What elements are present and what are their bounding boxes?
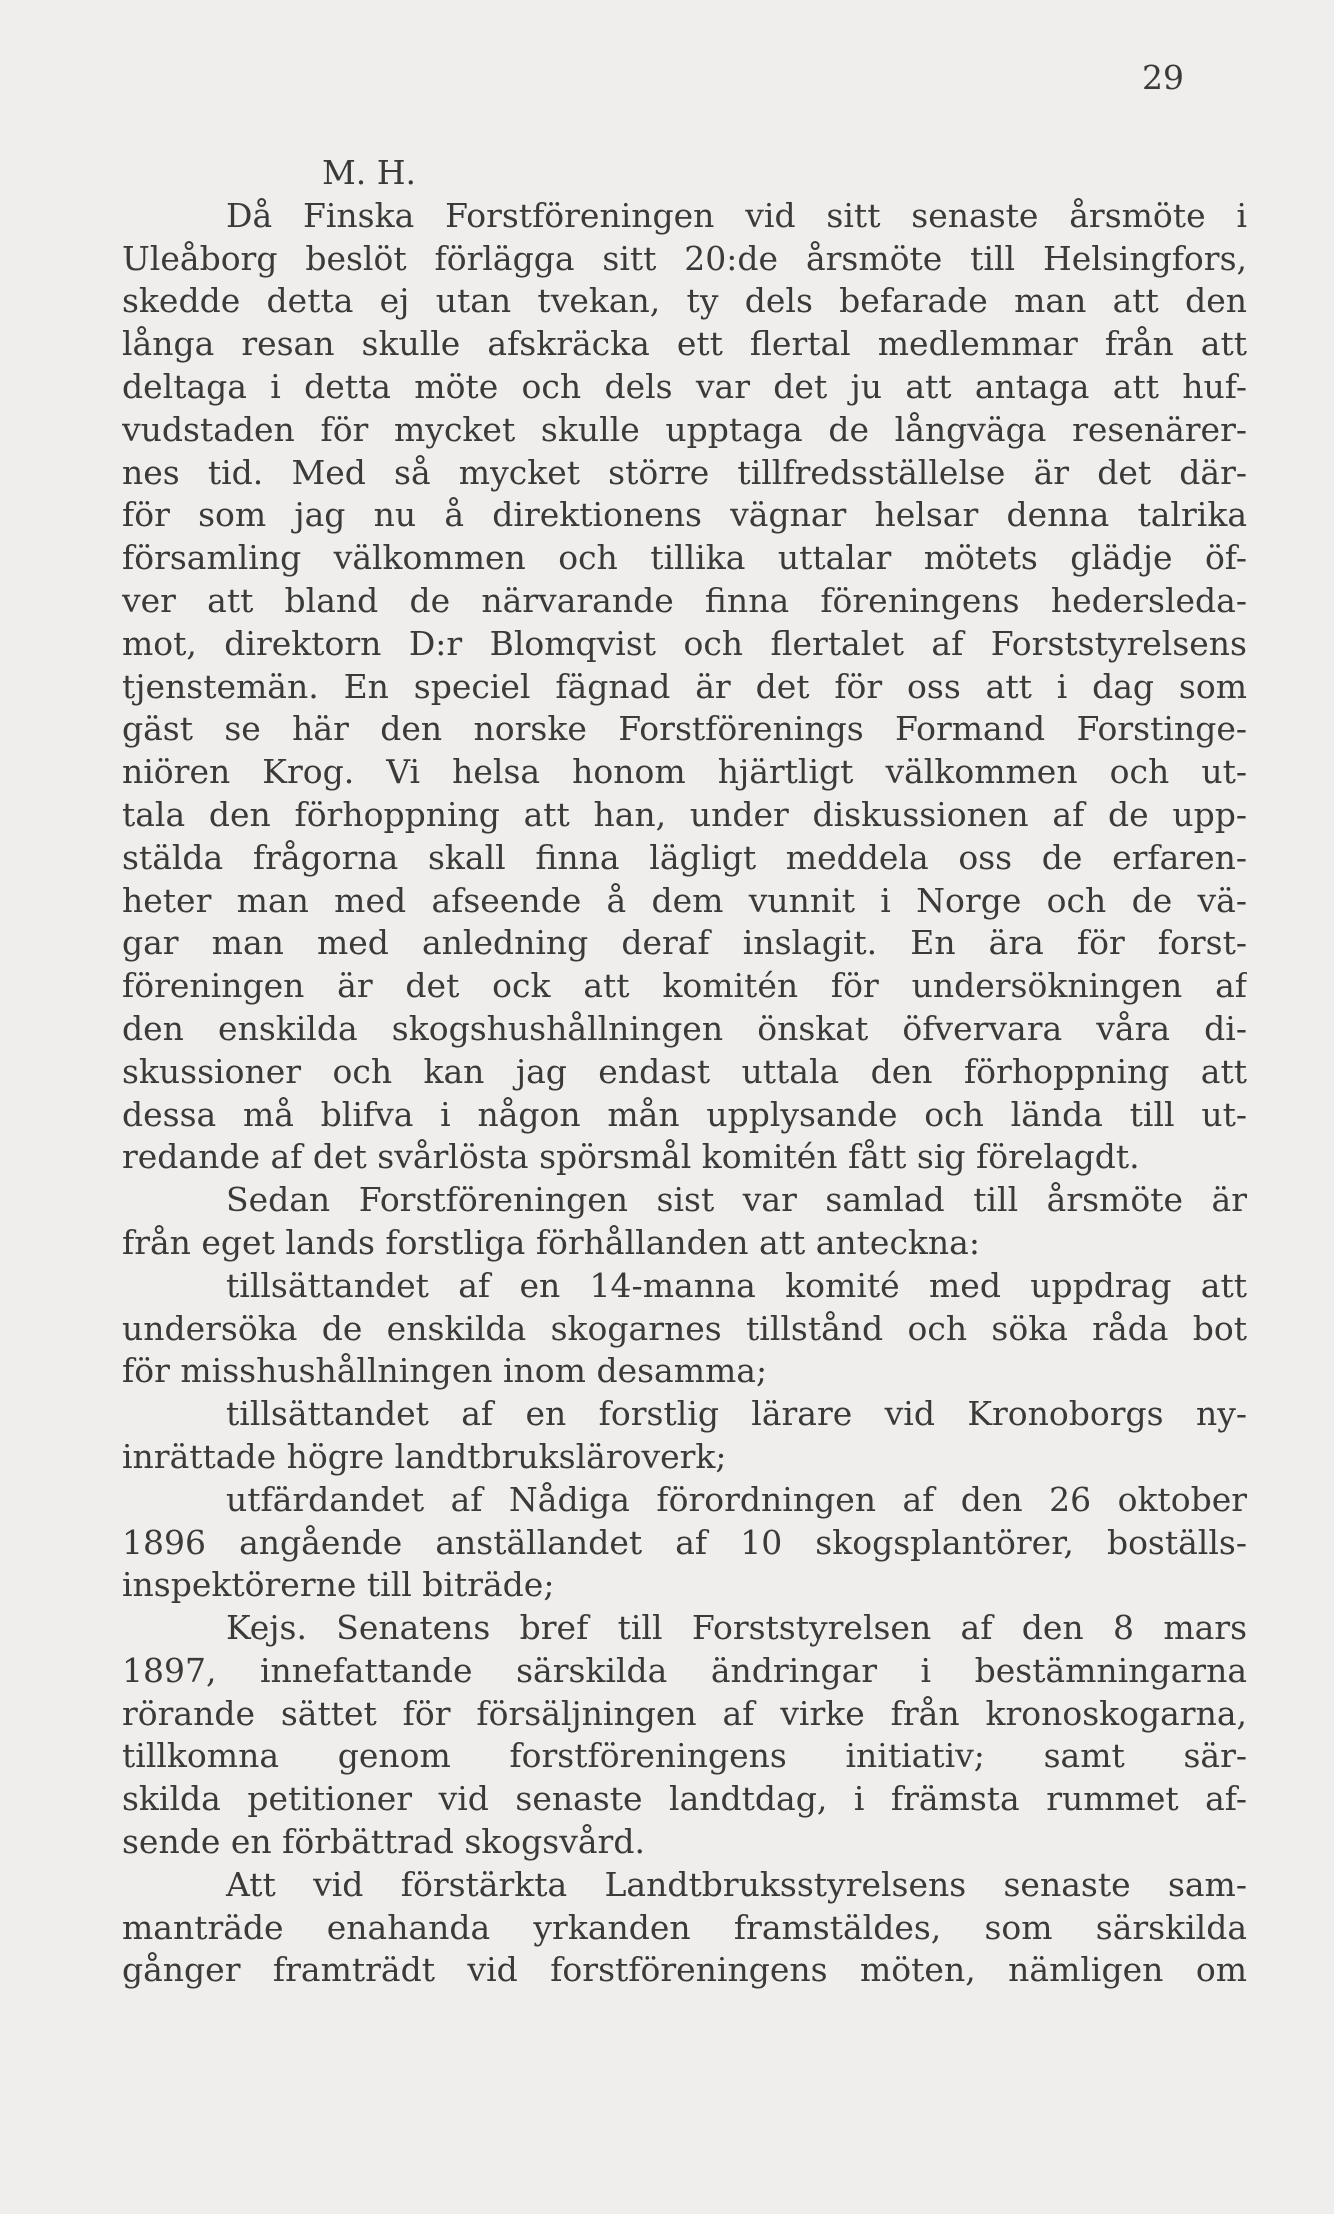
text-line: heter man med afseende å dem vunnit i Norge och de vä- [122, 880, 1247, 920]
text-line: gar man med anledning deraf inslagit. En ära för forst- [122, 923, 1247, 963]
text-line: mot, direktorn D:r Blomqvist och flertalet af Forststyrelsens [122, 623, 1247, 663]
text-line: stälda frågorna skall finna lägligt meddela oss de erfaren- [122, 837, 1247, 877]
text-line: 1897, innefattande särskilda ändringar i bestämningarna [122, 1650, 1247, 1690]
text-line: tillsättandet af en 14-manna komité med uppdrag att [226, 1265, 1247, 1305]
text-line: ver att bland de närvarande finna föreningens hedersleda- [122, 580, 1247, 620]
text-line: deltaga i detta möte och dels var det ju att antaga att huf- [122, 366, 1247, 406]
text-line: Uleåborg beslöt förlägga sitt 20:de årsmöte till Helsingfors, [122, 238, 1247, 278]
text-line: redande af det svårlösta spörsmål komitén fått sig förelagdt. [122, 1137, 1140, 1177]
text-line: 1896 angående anställandet af 10 skogsplantörer, boställs- [122, 1522, 1247, 1562]
text-line: tala den förhoppning att han, under diskussionen af de upp- [122, 794, 1247, 834]
text-line: skussioner och kan jag endast uttala den förhoppning att [122, 1051, 1247, 1091]
text-line: skedde detta ej utan tvekan, ty dels befarade man att den [122, 281, 1247, 321]
text-line: dessa må blifva i någon mån upplysande och lända till ut- [122, 1094, 1247, 1134]
text-line: inrättade högre landtbruksläroverk; [122, 1436, 727, 1476]
text-line: skilda petitioner vid senaste landtdag, i främsta rummet af- [122, 1779, 1247, 1819]
text-line: Kejs. Senatens bref till Forststyrelsen af den 8 mars [226, 1608, 1247, 1648]
text-line: gånger framträdt vid forstföreningens möten, nämligen om [122, 1950, 1247, 1990]
text-line: vudstaden för mycket skulle upptaga de långväga resenärer- [122, 409, 1247, 449]
text-line: för som jag nu å direktionens vägnar helsar denna talrika [122, 495, 1247, 535]
text-line: inspektörerne till biträde; [122, 1565, 555, 1605]
text-line: undersöka de enskilda skogarnes tillstånd och söka råda bot [122, 1308, 1247, 1348]
text-line: tillkomna genom forstföreningens initiativ; samt sär- [122, 1736, 1247, 1776]
text-line: rörande sättet för försäljningen af virke från kronoskogarna, [122, 1693, 1247, 1733]
text-line: manträde enahanda yrkanden framstäldes, som särskilda [122, 1907, 1247, 1947]
section-heading: M. H. [322, 153, 417, 192]
text-line: Sedan Forstföreningen sist var samlad till årsmöte är [226, 1180, 1247, 1220]
text-line: gäst se här den norske Forstförenings Formand Forstinge- [122, 709, 1247, 749]
text-line: tillsättandet af en forstlig lärare vid Kronoborgs ny- [226, 1394, 1247, 1434]
text-line: föreningen är det ock att komitén för undersökningen af [122, 966, 1247, 1006]
body-text [122, 152, 1247, 1992]
text-line: sende en förbättrad skogsvård. [122, 1822, 645, 1862]
text-line: för misshushållningen inom desamma; [122, 1351, 768, 1391]
text-line: tjenstemän. En speciel fägnad är det för oss att i dag som [122, 666, 1247, 706]
text-line: församling välkommen och tillika uttalar mötets glädje öf- [122, 538, 1247, 578]
page-number: 29 [1142, 58, 1184, 97]
text-line: Då Finska Forstföreningen vid sitt senaste årsmöte i [226, 195, 1247, 235]
text-line: från eget lands forstliga förhållanden att anteckna: [122, 1222, 980, 1262]
text-line: den enskilda skogshushållningen önskat öfvervara våra di- [122, 1008, 1247, 1048]
text-line: nes tid. Med så mycket större tillfredsställelse är det där- [122, 452, 1247, 492]
text-line: utfärdandet af Nådiga förordningen af den 26 oktober [226, 1479, 1247, 1519]
text-lines [122, 195, 1247, 1992]
text-line: Att vid förstärkta Landtbruksstyrelsens senaste sam- [226, 1864, 1247, 1904]
text-line: långa resan skulle afskräcka ett flertal medlemmar från att [122, 324, 1247, 364]
text-line: niören Krog. Vi helsa honom hjärtligt välkommen och ut- [122, 752, 1247, 792]
